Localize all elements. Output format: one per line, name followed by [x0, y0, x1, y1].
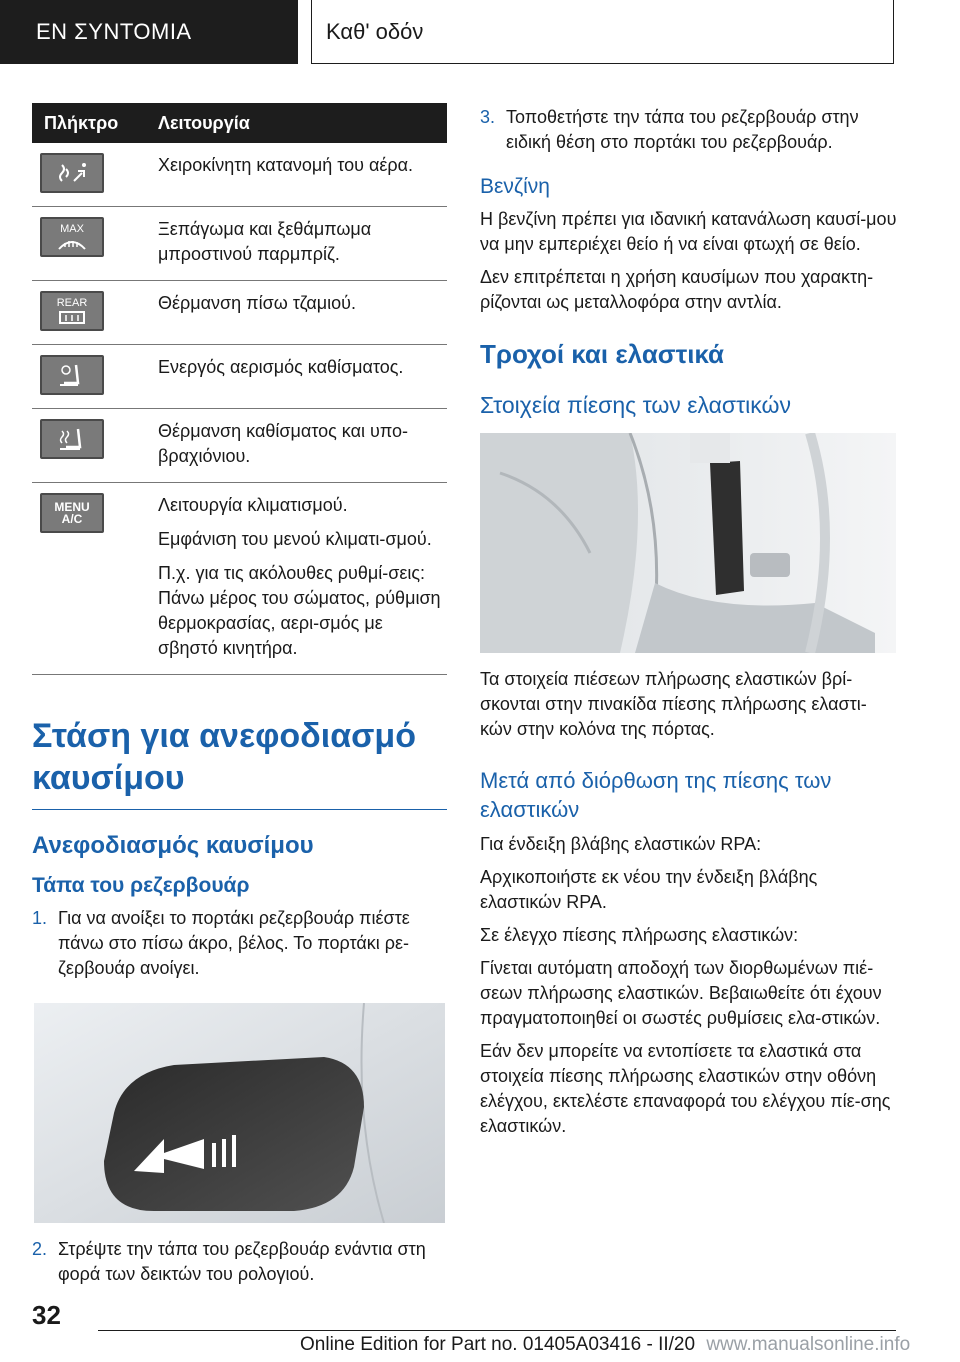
fuel-flap-photo [34, 1003, 445, 1223]
refuelling-subheading: Ανεφοδιασμός καυσίμου [32, 832, 314, 859]
row-text: Ξεπάγωμα και ξεθάμπωμα μπροστινού παρμπρίζ. [158, 219, 372, 264]
row-text: Λειτουργία κλιματισμού. [158, 495, 348, 515]
row-text: Εμφάνιση του μενού κλιματι-σμού. [158, 529, 432, 549]
table-row [32, 143, 447, 207]
after-correction-heading: Μετά από διόρθωση της πίεσης των ελαστικών [480, 768, 832, 822]
manual-air-distribution-icon [40, 153, 104, 193]
after-paragraph-5: Εάν δεν μπορείτε να εντοπίσετε τα ελαστικά στα στοιχεία πίεσης πλήρωσης ελαστικών στην οθόνη ελέγχου, εκτελέστε επαναφορά του ελέγχου πίε-σης ελαστικών. [480, 1041, 891, 1136]
climate-keys-table [32, 103, 447, 675]
rear-window-heating-icon: REAR [40, 291, 104, 331]
after-paragraph-3: Σε έλεγχο πίεσης πλήρωσης ελαστικών: [480, 925, 799, 945]
max-defrost-icon: MAX [40, 217, 104, 257]
page-number: 32 [32, 1300, 61, 1330]
row-text: Π.χ. για τις ακόλουθες ρυθμί-σεις: Πάνω μέρος του σώματος, ρύθμιση θερμοκρασίας, αερι-σμός με σβηστό κινητήρα. [158, 563, 441, 658]
footer-rule [98, 1330, 896, 1331]
tire-pressure-paragraph: Τα στοιχεία πιέσεων πλήρωσης ελαστικών βρί-σκονται στην πινακίδα πίεσης πλήρωσης ελαστι-κών στην κολόνα της πόρτας. [480, 669, 867, 739]
chapter-title: Καθ' οδόν [311, 0, 894, 64]
seat-ventilation-icon [40, 355, 104, 395]
benzine-paragraph-2: Δεν επιτρέπεται η χρήση καυσίμων που χαρακτη-ρίζονται ως μεταλλοφόρα στην αντλία. [480, 267, 874, 312]
door-pillar-photo [480, 433, 896, 653]
menu-ac-icon: MENU A/C [40, 493, 104, 533]
after-paragraph-4: Γίνεται αυτόματη αποδοχή των διορθωμένων πιέ-σεων πλήρωσης ελαστικών. Βεβαιωθείτε ότι έχουν πραγματοποιηθεί οι σωστές ρυθμίσεις ελα-στικών. [480, 958, 882, 1028]
step-1: 1. Για να ανοίξει το πορτάκι ρεζερβουάρ πιέστε πάνω στο πίσω άκρο, βέλος. Το πορτάκι ρε-ζερβουάρ ανοίγει. [32, 908, 410, 978]
step-3: 3. Τοποθετήστε την τάπα του ρεζερβουάρ στην ειδική θέση στο πορτάκι του ρεζερβουάρ. [480, 107, 859, 152]
edition-line [300, 1334, 911, 1356]
table-row [32, 483, 447, 675]
step-2: 2. Στρέψτε την τάπα του ρεζερβουάρ ενάντια στη φορά των δεικτών του ρολογιού. [32, 1239, 426, 1284]
benzine-paragraph-1: Η βενζίνη πρέπει για ιδανική κατανάλωση καυσί-μου να μην εμπεριέχει θείο ή να είναι φτωχή σε θείο. [480, 209, 897, 254]
right-column [480, 103, 898, 1139]
row-text: Ενεργός αερισμός καθίσματος. [158, 357, 404, 377]
wheels-heading: Τροχοί και ελαστικά [480, 339, 725, 369]
seat-heating-icon [40, 419, 104, 459]
col-function-header: Λειτουργία [158, 103, 447, 143]
section-tab: ΕΝ ΣΥΝΤΟΜΙΑ [0, 0, 298, 64]
benzine-heading: Βενζίνη [480, 175, 550, 198]
row-text: Χειροκίνητη κατανομή του αέρα. [158, 155, 414, 175]
fuel-cap-heading: Τάπα του ρεζερβουάρ [32, 874, 250, 897]
table-row [32, 409, 447, 483]
refuel-heading: Στάση για ανεφοδιασμό καυσίμου [32, 715, 447, 810]
table-row [32, 345, 447, 409]
row-text: Θέρμανση πίσω τζαμιού. [158, 293, 356, 313]
after-paragraph-1: Για ένδειξη βλάβης ελαστικών RPA: [480, 834, 762, 854]
row-text: Θέρμανση καθίσματος και υπο-βραχιόνιου. [158, 421, 408, 466]
site-watermark[interactable]: www.manualsonline.info [706, 1334, 911, 1355]
left-column [32, 103, 447, 1287]
edition-text: Online Edition for Part no. 01405A03416 - II/20 [300, 1334, 696, 1355]
table-row [32, 281, 447, 345]
after-paragraph-2: Αρχικοποιήστε εκ νέου την ένδειξη βλάβης ελαστικών RPA. [480, 867, 818, 912]
tire-pressure-heading: Στοιχεία πίεσης των ελαστικών [480, 392, 791, 418]
table-row [32, 207, 447, 281]
col-key-header: Πλήκτρο [32, 103, 158, 143]
